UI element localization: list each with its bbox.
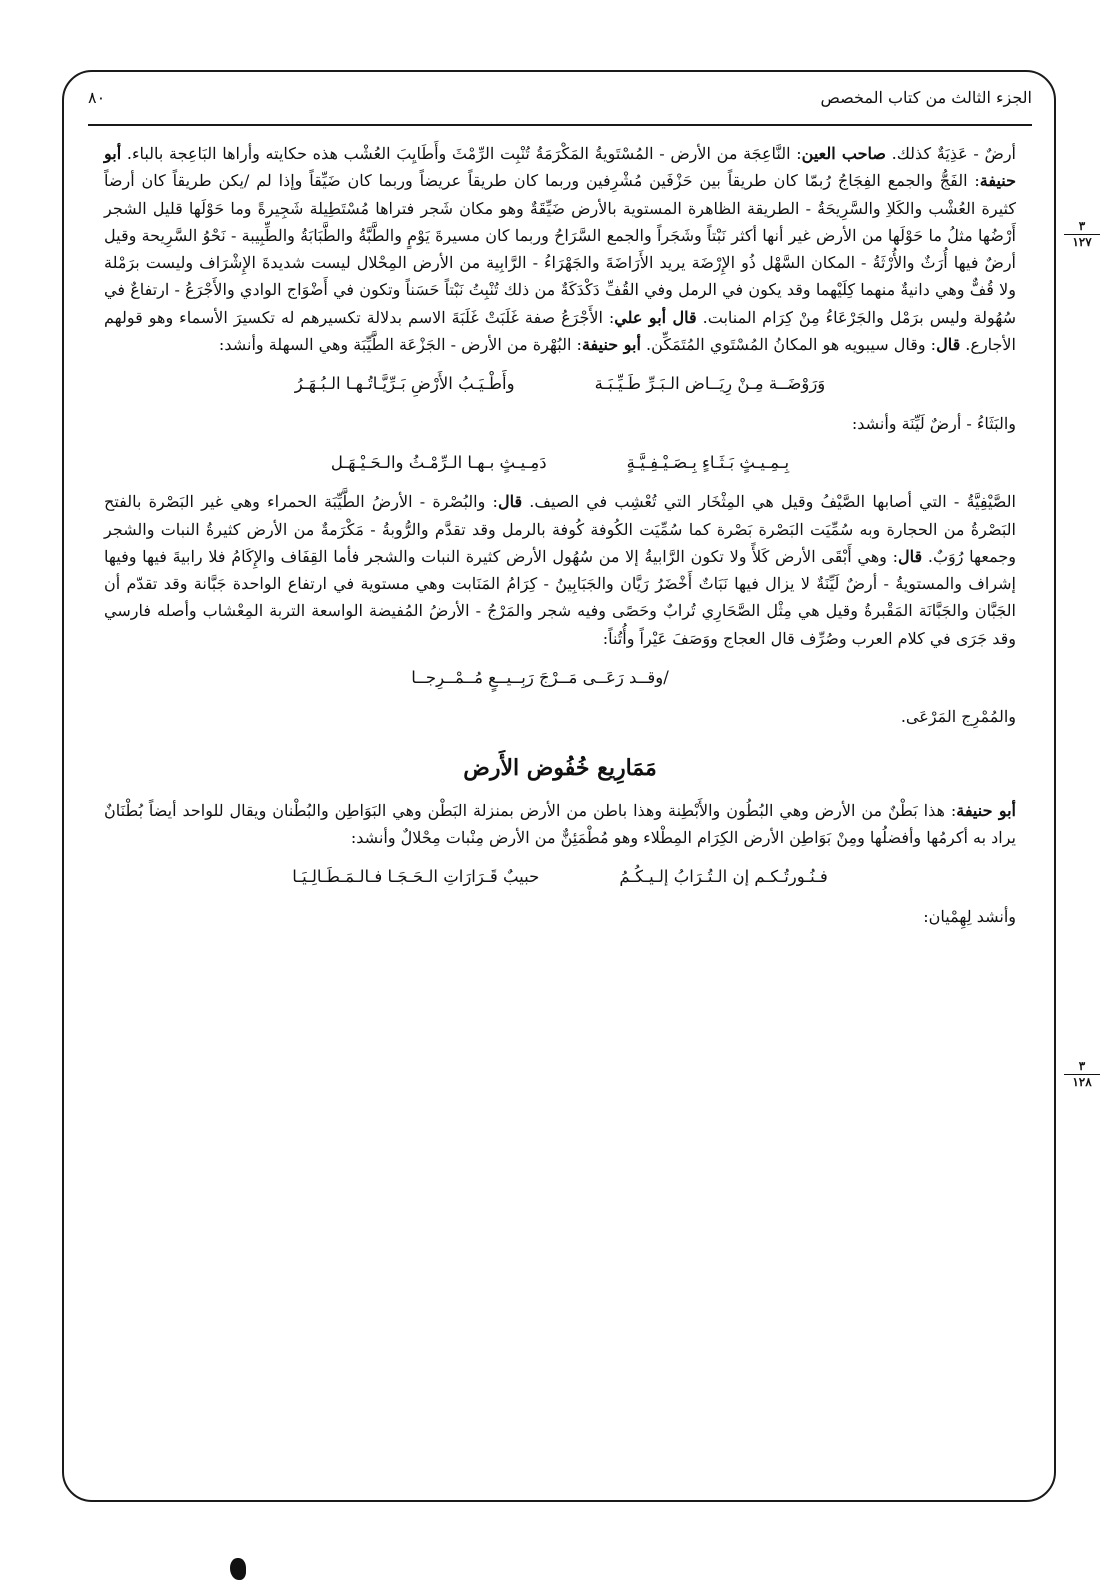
poem-verse (104, 664, 1016, 691)
text-run: : وقال سيبويه هو المكانُ المُسْتَوي المُتَمَكِّن. (640, 335, 937, 355)
header-rule (88, 124, 1032, 126)
speaker-name: أبو حنيفة (104, 144, 1016, 191)
paragraph (104, 488, 1016, 652)
hemistich: وأَطْـيَـبُ الأَرْضِ بَـرِّيَّـاتُـهـا الـبُـهَـرُ (294, 374, 515, 394)
page-header (88, 84, 1032, 120)
hemistich: بِـمِـيـثٍ بَـثَـاءٍ بِـصَـيْـفِـيَّـةٍ (626, 452, 790, 472)
speaker-name: صاحب العين (801, 144, 886, 163)
margin-reference (1064, 1060, 1100, 1089)
text-run: : وهي أَبْقَى الأرض كَلأً ولا تكون الرَّابيةُ إلا من سُهُول الأرض كثيرة النبات والشجر فأما القِفَاف والإِكَامُ فلا رابيةَ فيها وفيها إشراف والمستويةُ - أرضٌ لَيِّنَةٌ لا يزال فيها نَبَاتٌ أَخْضَرُ رَيَّان والجَبَابِينُ - كِرَامُ المَنَابت وهي مستوية في ارتفاع الواحدة جَبَّانة وقد تقدّم أن الجَبَّان والجَبَّانَة المَقْبرةُ وقيل هي مِثْل الصَّحَارِي تُرابٌ وحَصًى وفيه شجر والمَرْجُ - الأرضُ المُفيضة الواسعة التربة المِعْشاب وأصله فارسي وقد جَرَى في كلام العرب وصُرِّف قال العجاج ووَصَفَ عَيْراً وأُتُناً: (104, 546, 1016, 648)
hemistich: حبيبٌ قَـرَارَاتِ الـحَـجَـا فـالـمَـطَـالِـيَـا (292, 867, 540, 887)
poem-verse (104, 370, 1016, 397)
text-run: : هذا بَطْنٌ من الأرض وهي البُطُون والأَبْطِنة وهذا باطن من الأرض بمنزلة البَطْن وهي البَوَاطِن والبُطْنان ويقال للواحد أيضاً بُطْنَانٌ يراد به أكرمُها وأفضلُها ومِنْ بَوَاطِن الأرض الكِرَام المِطْلاء وهو مُطْمَئِنٌّ من الأرض مِنْبات مِحْلالٌ وأنشد: (104, 800, 1016, 847)
poem-verse (104, 449, 1016, 476)
running-title: الجزء الثالث من كتاب المخصص (820, 88, 1032, 107)
margin-ref-volume: ٣ (1064, 220, 1100, 235)
text-run: : البُهْرة من الأرض - الجَزْعَة الطَّيِّبَة وهي السهلة وأنشد: (218, 335, 582, 355)
paragraph (104, 797, 1016, 852)
text-run: : والبُصْرة - الأرضُ الطَّيِّبَة الحمراء وهي غير البَصْرة بالفتح البَصْرةُ من الحجارة وبه سُمِّيَت البَصْرة بَصْرة كما سُمِّيَت الكُوفة كُوفة بالرمل وقد تقدَّم والرُّوبةُ - مَكْرَمةٌ من الأرض كثيرةُ النبات والشجر وجمعها رُوَبٌ. (104, 492, 1017, 566)
paragraph: والمُمْرِج المَرْعَى. (900, 707, 1016, 727)
speaker-name: قال (898, 546, 923, 566)
paragraph (104, 140, 1016, 358)
margin-ref-page: ١٢٧ (1072, 235, 1092, 249)
paragraph: والبَثَاءُ - أرضٌ لَيِّنَة وأنشد: (851, 413, 1016, 433)
page-number: ٨٠ (88, 88, 106, 107)
margin-reference (1064, 220, 1100, 249)
hemistich: وَرَوْضَــة مِـنْ رِيَــاض الـبَـرِّ طَـيِّـبَـة (594, 374, 826, 394)
speaker-name: قال (497, 492, 523, 512)
speaker-name: أبو حنيفة (581, 335, 641, 355)
text-run: : الأَجْرَعُ صفة غَلَبَتْ غَلَبَةَ الاسم بدلالة تكسيرهم له تكسيرَ الأسماء وهو قولهم الأجارع. (104, 307, 1016, 355)
speaker-name: أبو حنيفة (956, 800, 1017, 820)
margin-ref-page: ١٢٨ (1072, 1075, 1092, 1089)
text-run: أرضٌ - عَذِيَةٌ كذلك. (885, 144, 1017, 163)
paragraph: وأنشد لِهِمْيان: (923, 906, 1016, 926)
speaker-name: قال أبو علي (614, 307, 697, 327)
poem-verse (104, 863, 1016, 890)
hemistich: فـنُـورتُـكـم إن الـتُـرَابُ إلـيـكُـمُ (619, 867, 828, 887)
page-content (104, 140, 1016, 930)
margin-ref-volume: ٣ (1064, 1060, 1100, 1075)
text-run: : النَّاعِجَة من الأرض - المُسْتَويةُ المَكْرَمَةُ تُنْبِت الرِّمْثَ وأَطَايِبَ العُشْب هذه حكايته وأراها البَاعِجة بالباء. (121, 144, 802, 163)
verse-line: /وقــد رَعَــى مَــرْجَ رَبِــيــعٍ مُــمْــرِجــا (411, 668, 669, 688)
section-heading: مَمَارِيع خُفُوض الأَرض (463, 754, 657, 781)
hemistich: دَمِـيـثٍ بـهـا الـرِّمْـثُ والـحَـيْـهَـل (330, 452, 547, 472)
text-run: الصَّيْفِيَّةُ - التي أصابها الصَّيْفُ وقيل هي المِثْخَار التي تُعْشِب في الصيف. (522, 492, 1017, 512)
ink-blot (230, 1558, 246, 1580)
speaker-name: قال (936, 335, 961, 355)
text-run: : الفَجُّ والجمع الفِجَاجُ رُبمّا كان طريقاً بين حَزْفَين مُشْرِفين وربما كان طريقاً عريضاً وربما كان ضَيِّقاً وإذا لم /يكن طريقاً كان أرضاً كثيرة العُشْب والكَلاِ والسَّرِيحَةُ - الطريقة الظاهرة المستوية بالأرض ضَيِّقَةٌ وهو مكان شَجر فتراها مُسْتَطِيلة شَجِيرةً وما حَوْلَها قليل الشجر أَرْضُها مثلُ ما حَوْلَها من الأرض غير أنها أكثر نَبْتاً وشَجَراً والجمع السَّرَاحُ وربما كان مسيرةَ يَوْمٍ والطَّبَّةُ والطَّبَابَةُ والطِّبِيبة - نَحْوُ السَّرِيحة وقيل أرضٌ فيها أُرَثٌ والأُرْثَةُ - المكان السَّهْل ذُو الإِرْضَة يريد الأَرَاضَةَ والجَهْرَاءُ - الرَّابِية من الأرض المِحْلال ليست شديدةَ الإِشْرَاف وليست برَمْلة ولا قُفٌّ وهي دانيةٌ منهما كِلَيْهما وقد يكون في الرمل وفي القُفِّ دَكْدَكَةٌ من ذلك تُنْبِتُ نَبْتاً حَسَناً وتكون في أَضْوَاج الوادي والأَجْرَعُ - ارتفاعٌ في سُهُولة وليس برَمْل والجَرْعَاءُ مِنْ كِرَام المنابت. (104, 171, 1017, 327)
